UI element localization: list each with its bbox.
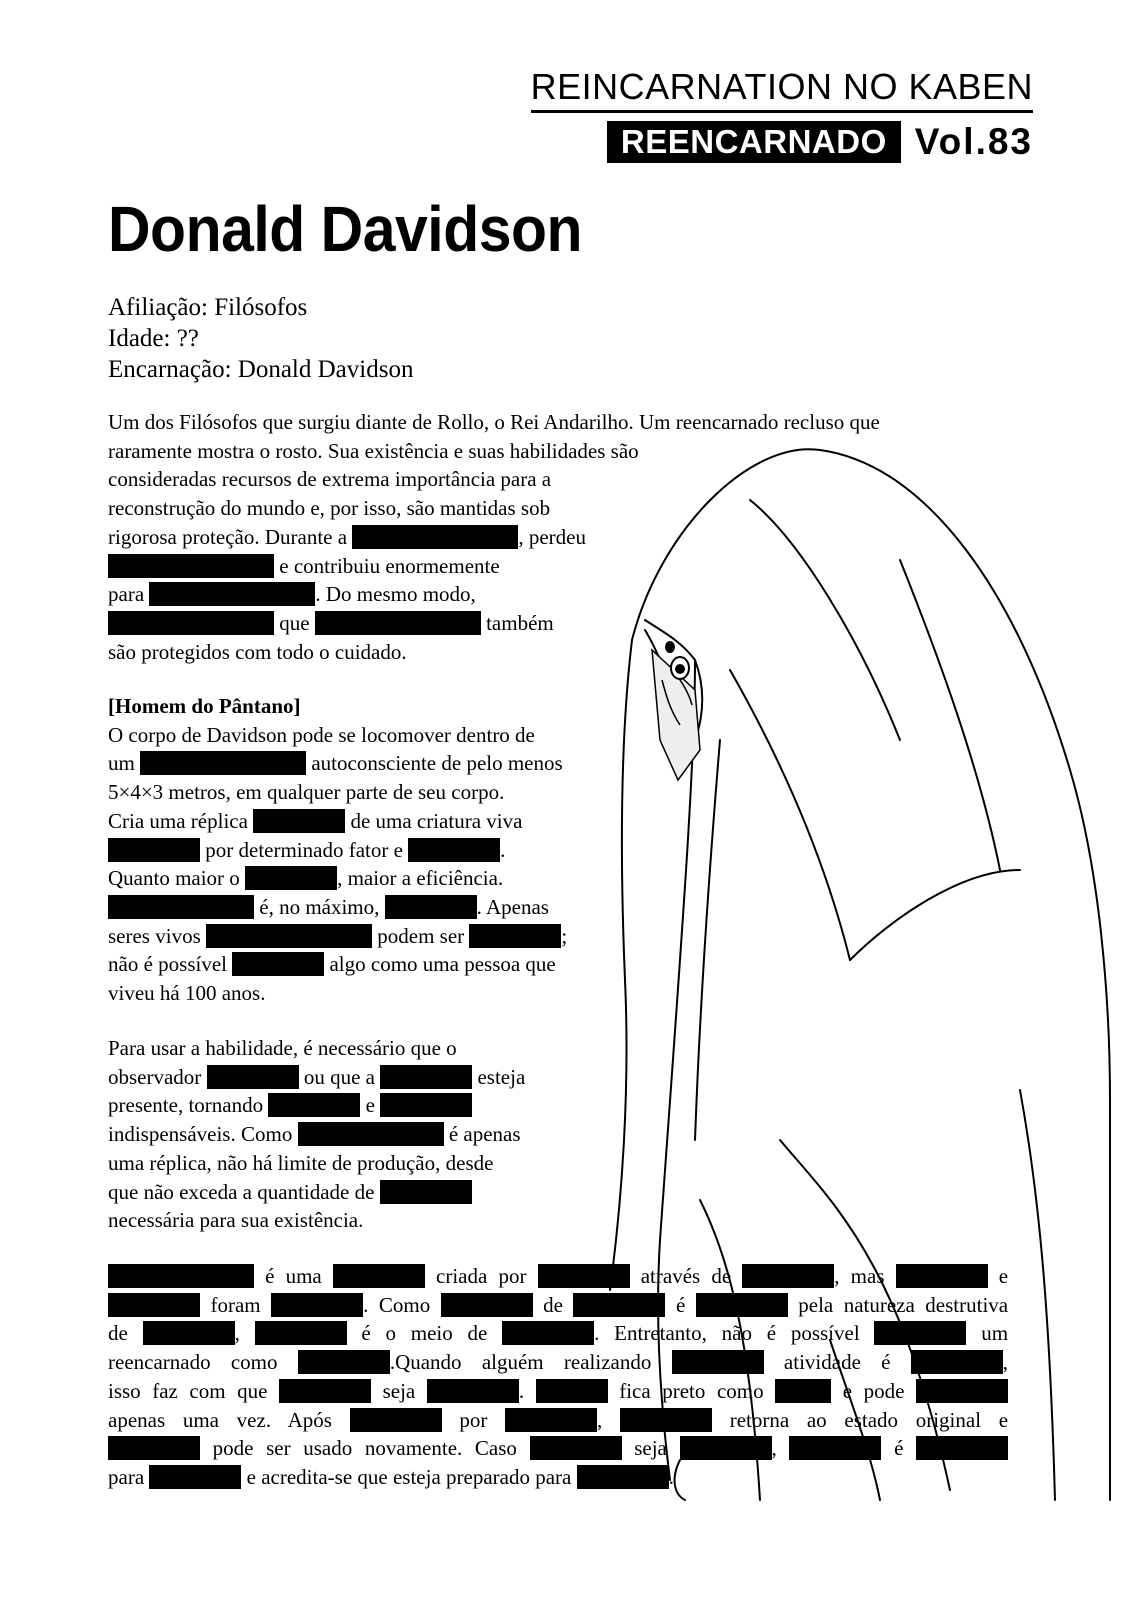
redaction	[620, 1408, 712, 1432]
line: observador ou que a esteja	[108, 1064, 526, 1089]
line: e contribuiu enormemente	[108, 552, 880, 581]
redaction	[149, 1465, 241, 1489]
line: reencarnado como .Quando alguém realizando atividade é ,	[108, 1350, 1009, 1375]
redaction	[350, 1408, 442, 1432]
redaction	[577, 1465, 669, 1489]
line: é, no máximo, . Apenas	[108, 893, 567, 922]
redaction	[672, 1350, 764, 1374]
redaction	[538, 1264, 630, 1288]
line: um autoconsciente de pelo menos	[108, 751, 563, 776]
line: seres vivos podem ser ;	[108, 923, 568, 948]
line: que também	[108, 609, 880, 638]
redaction	[530, 1436, 622, 1460]
redaction	[911, 1350, 1003, 1374]
redaction	[207, 1065, 299, 1089]
page-title: Donald Davidson	[108, 193, 583, 265]
header	[531, 66, 1033, 163]
redaction	[536, 1379, 608, 1403]
line: por determinado fator e .	[108, 836, 567, 865]
redaction	[255, 1321, 347, 1345]
line: presente, tornando e	[108, 1091, 525, 1120]
line: Um dos Filósofos que surgiu diante de Rollo, o Rei Andarilho. Um reencarnado recluso que	[108, 410, 880, 434]
redaction	[469, 924, 561, 948]
line: pode ser usado novamente. Caso seja , é	[108, 1434, 1008, 1463]
category-tag: REENCARNADO	[607, 121, 901, 163]
redaction	[108, 611, 274, 635]
line: apenas uma vez. Após por , retorna ao estado original e	[108, 1407, 1009, 1432]
line: Quanto maior o , maior a eficiência.	[108, 866, 504, 891]
line: Para usar a habilidade, é necessário que o	[108, 1036, 457, 1060]
line: não é possível algo como uma pessoa que	[108, 952, 556, 977]
line: são protegidos com todo o cuidado.	[108, 639, 407, 664]
line: viveu há 100 anos.	[108, 981, 266, 1006]
line: é uma criada por através de , mas e	[108, 1262, 1008, 1291]
line: que não exceda a quantidade de	[108, 1178, 525, 1207]
redaction	[108, 554, 274, 578]
paragraph-ability	[108, 692, 567, 1008]
line: Cria uma réplica de uma criatura viva	[108, 808, 523, 833]
redaction	[441, 1293, 533, 1317]
redaction	[380, 1065, 472, 1089]
redaction	[380, 1093, 472, 1117]
line: para e acredita-se que esteja preparado para .	[108, 1464, 674, 1489]
line: uma réplica, não há limite de produção, desde	[108, 1150, 494, 1175]
redaction	[505, 1408, 597, 1432]
character-meta	[108, 292, 413, 385]
line: foram . Como de é pela natureza destrutiva	[108, 1291, 1008, 1320]
redaction	[775, 1379, 831, 1403]
line: consideradas recursos de extrema importância para a	[108, 467, 552, 492]
incarnation: Encarnação: Donald Davidson	[108, 356, 414, 383]
ability-heading: [Homem do Pântano]	[108, 694, 301, 718]
line: necessária para sua existência.	[108, 1208, 364, 1233]
line: indispensáveis. Como é apenas	[108, 1122, 521, 1147]
line: de , é o meio de . Entretanto, não é possível um	[108, 1321, 1009, 1346]
redaction	[253, 809, 345, 833]
redaction	[573, 1293, 665, 1317]
redaction	[352, 525, 518, 549]
redaction	[742, 1264, 834, 1288]
redaction	[108, 1436, 200, 1460]
affiliation: Afiliação: Filósofos	[108, 294, 308, 321]
line: O corpo de Davidson pode se locomover dentro de	[108, 722, 535, 747]
redaction	[408, 838, 500, 862]
paragraph-details	[108, 1262, 1008, 1492]
redaction	[380, 1180, 472, 1204]
redaction	[271, 1293, 363, 1317]
redaction	[916, 1436, 1008, 1460]
redaction	[502, 1321, 594, 1345]
redaction	[149, 582, 315, 606]
volume-number: Vol.83	[914, 121, 1033, 162]
redaction	[333, 1264, 425, 1288]
redaction	[245, 866, 337, 890]
line: 5×4×3 metros, em qualquer parte de seu corpo.	[108, 780, 505, 805]
redaction	[680, 1436, 772, 1460]
redaction	[108, 838, 200, 862]
line: reconstrução do mundo e, por isso, são mantidas sob	[108, 496, 551, 521]
redaction	[108, 1264, 254, 1288]
redaction	[916, 1379, 1008, 1403]
line: raramente mostra o rosto. Sua existência e suas habilidades são	[108, 438, 639, 463]
redaction	[143, 1321, 235, 1345]
line: isso faz com que seja . fica preto como e pode	[108, 1377, 1008, 1406]
redaction	[789, 1436, 881, 1460]
redaction	[298, 1350, 390, 1374]
series-title: REINCARNATION NO KABEN	[531, 66, 1033, 113]
redaction	[232, 952, 324, 976]
redaction	[874, 1321, 966, 1345]
age: Idade: ??	[108, 325, 199, 352]
redaction	[427, 1379, 519, 1403]
redaction	[206, 924, 372, 948]
paragraph-usage	[108, 1034, 525, 1235]
line: rigorosa proteção. Durante a , perdeu	[108, 524, 586, 549]
redaction	[298, 1122, 444, 1146]
redaction	[896, 1264, 988, 1288]
redaction	[108, 1293, 200, 1317]
redaction	[140, 751, 306, 775]
paragraph-intro	[108, 408, 880, 666]
line: para . Do mesmo modo,	[108, 582, 476, 607]
redaction	[385, 895, 477, 919]
redaction	[268, 1093, 360, 1117]
redaction	[108, 895, 254, 919]
redaction	[696, 1293, 788, 1317]
redaction	[279, 1379, 371, 1403]
redaction	[315, 611, 481, 635]
